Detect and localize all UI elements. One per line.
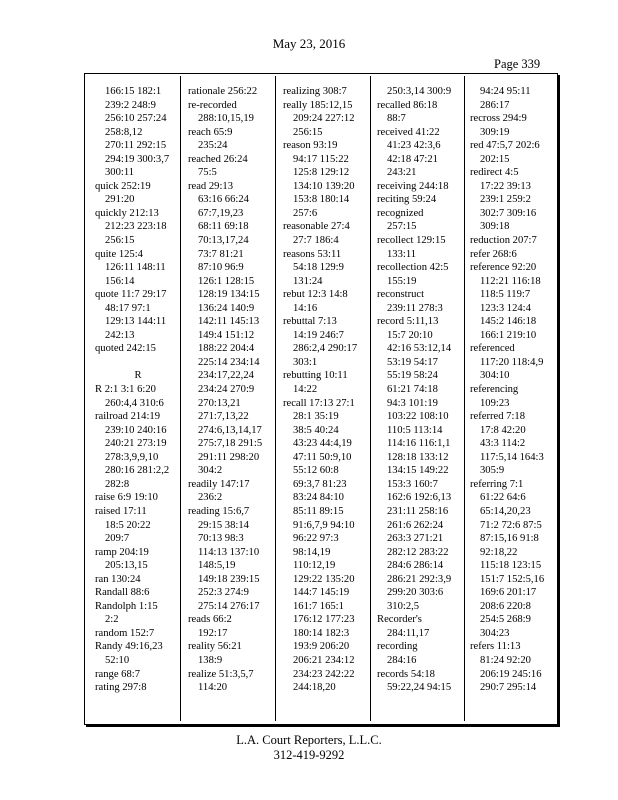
index-page-refs: 117:5,14 164:3	[480, 451, 544, 463]
index-entry: red 47:5,7 202:6	[470, 140, 540, 152]
index-entry: ramp 204:19	[95, 546, 149, 558]
index-entry: reason 93:19	[283, 140, 338, 152]
index-entry: random 152:7	[95, 627, 155, 639]
index-entry: reads 66:2	[188, 614, 232, 626]
index-page-refs: 14:22	[293, 384, 318, 396]
index-page-refs: 110:5 113:14	[387, 424, 443, 436]
index-entry: referring 7:1	[470, 478, 524, 490]
index-page-refs: 75:5	[198, 167, 217, 179]
index-entry: recross 294:9	[470, 113, 527, 125]
index-entry: rebutting 10:11	[283, 370, 348, 382]
index-entry: quote 11:7 29:17	[95, 289, 167, 301]
index-page-refs: 284:11,17	[387, 627, 430, 639]
index-page-refs: 153:8 180:14	[293, 194, 350, 206]
index-page-refs: 270:13,21	[198, 397, 241, 409]
index-page-refs: 63:16 66:24	[198, 194, 249, 206]
index-page-refs: 299:20 303:6	[387, 587, 444, 599]
index-page-refs: 263:3 271:21	[387, 533, 444, 545]
index-page-refs: 55:12 60:8	[293, 465, 339, 477]
index-page-refs: 125:8 129:12	[293, 167, 350, 179]
index-entry: quickly 212:13	[95, 207, 159, 219]
index-page-refs: 304:23	[480, 627, 510, 639]
index-entry: Recorder's	[377, 614, 422, 626]
index-page-refs: 98:14,19	[293, 546, 331, 558]
index-page-refs: 274:6,13,14,17	[198, 424, 262, 436]
index-page-refs: 240:21 273:19	[105, 438, 167, 450]
index-entry: recalled 86:18	[377, 99, 438, 111]
index-page-refs: 271:7,13,22	[198, 411, 249, 423]
index-page-refs: 236:2	[198, 492, 223, 504]
index-page-refs: 176:12 177:23	[293, 614, 355, 626]
index-page-refs: 65:14,20,23	[480, 505, 531, 517]
index-page-refs: 126:11 148:11	[105, 262, 166, 274]
index-entry: readily 147:17	[188, 478, 250, 490]
index-page-refs: 145:2 146:18	[480, 316, 537, 328]
index-entry: received 41:22	[377, 126, 440, 138]
index-entry: referred 7:18	[470, 411, 525, 423]
index-page-refs: 169:6 201:17	[480, 587, 537, 599]
index-entry: realize 51:3,5,7	[188, 668, 254, 680]
index-entry: reached 26:24	[188, 153, 248, 165]
index-column-5	[470, 85, 556, 717]
index-page-refs: 162:6 192:6,13	[387, 492, 452, 504]
index-entry: recollect 129:15	[377, 235, 446, 247]
index-page-refs: 231:11 258:16	[387, 505, 449, 517]
index-entry: recording	[377, 641, 418, 653]
index-page-refs: 161:7 165:1	[293, 600, 344, 612]
index-entry: raise 6:9 19:10	[95, 492, 158, 504]
index-page-refs: 280:16 281:2,2	[105, 465, 170, 477]
footer-phone: 312-419-9292	[273, 748, 345, 762]
index-entry: referencing	[470, 384, 519, 396]
index-page-refs: 71:2 72:6 87:5	[480, 519, 542, 531]
index-page-refs: 192:17	[198, 627, 228, 639]
index-entry: really 185:12,15	[283, 99, 353, 111]
index-column-2	[188, 85, 274, 717]
index-entry: reality 56:21	[188, 641, 242, 653]
index-page-refs: 29:15 38:14	[198, 519, 249, 531]
index-page-refs: 114:16 116:1,1	[387, 438, 451, 450]
index-page-refs: 134:10 139:20	[293, 180, 355, 192]
index-page-refs: 284:6 286:14	[387, 560, 444, 572]
index-entry: recollection 42:5	[377, 262, 449, 274]
index-page-refs: 112:21 116:18	[480, 275, 541, 287]
index-page-refs: 138:9	[198, 654, 223, 666]
index-page-refs: 85:11 89:15	[293, 505, 344, 517]
index-page-refs: 193:9 206:20	[293, 641, 350, 653]
index-page-refs: 53:19 54:17	[387, 356, 438, 368]
index-page-refs: 61:21 74:18	[387, 384, 438, 396]
index-page-refs: 91:6,7,9 94:10	[293, 519, 355, 531]
index-page-refs: 208:6 220:8	[480, 600, 531, 612]
index-page-refs: 250:3,14 300:9	[387, 86, 452, 97]
index-entry: rebuttal 7:13	[283, 316, 337, 328]
index-page-refs: 142:11 145:13	[198, 316, 260, 328]
index-page-refs: 123:3 124:4	[480, 302, 531, 314]
index-entry: reading 15:6,7	[188, 505, 250, 517]
index-page-refs: 284:16	[387, 654, 417, 666]
index-page-refs: 286:17	[480, 99, 510, 111]
index-page-refs: 2:2	[105, 614, 119, 626]
index-page-refs: 309:19	[480, 126, 510, 138]
index-page-refs: 166:1 219:10	[480, 329, 537, 341]
column-divider	[464, 76, 465, 721]
index-entry: reference 92:20	[470, 262, 537, 274]
index-page-refs: 303:1	[293, 356, 318, 368]
index-page-refs: 148:5,19	[198, 560, 236, 572]
index-page-refs: 239:1 259:2	[480, 194, 531, 206]
index-page-refs: 235:24	[198, 140, 228, 152]
index-page-refs: 131:24	[293, 275, 323, 287]
index-page-refs: 206:21 234:12	[293, 654, 355, 666]
index-page-refs: 69:3,7 81:23	[293, 478, 347, 490]
index-page-refs: 126:1 128:15	[198, 275, 255, 287]
index-entry: quite 125:4	[95, 248, 143, 260]
index-entry: refers 11:13	[470, 641, 521, 653]
index-page-refs: 256:15	[293, 126, 323, 138]
index-entry	[95, 356, 181, 370]
index-page-refs: 115:18 123:15	[480, 560, 542, 572]
index-page-refs: 103:22 108:10	[387, 411, 449, 423]
index-page-refs: 288:10,15,19	[198, 113, 254, 125]
index-page-refs: 258:8,12	[105, 126, 143, 138]
index-entry: quick 252:19	[95, 180, 151, 192]
index-page-refs: 305:9	[480, 465, 505, 477]
index-page-refs: 43:23 44:4,19	[293, 438, 352, 450]
index-entry: railroad 214:19	[95, 411, 161, 423]
index-page-refs: 239:10 240:16	[105, 424, 167, 436]
index-entry: referenced	[470, 343, 515, 355]
index-page-refs: 275:14 276:17	[198, 600, 260, 612]
index-page-refs: 257:15	[387, 221, 417, 233]
index-page-refs: 239:11 278:3	[387, 302, 443, 314]
header-date: May 23, 2016	[272, 36, 346, 51]
index-page-refs: 81:24 92:20	[480, 654, 531, 666]
index-entry: rationale 256:22	[188, 86, 258, 97]
index-entry: reasonable 27:4	[283, 221, 350, 233]
index-page-refs: 114:20	[198, 682, 228, 694]
index-page-refs: 153:3 160:7	[387, 478, 438, 490]
index-page-refs: 302:7 309:16	[480, 207, 537, 219]
index-page-refs: 42:16 53:12,14	[387, 343, 452, 355]
index-page-refs: 309:18	[480, 221, 510, 233]
index-page-refs: 114:13 137:10	[198, 546, 260, 558]
index-entry: re-recorded	[188, 99, 237, 111]
index-page-refs: 243:21	[387, 167, 417, 179]
index-page-refs: 27:7 186:4	[293, 235, 339, 247]
index-page-refs: 260:4,4 310:6	[105, 397, 164, 409]
index-entry: refer 268:6	[470, 248, 517, 260]
index-page-refs: 188:22 204:4	[198, 343, 255, 355]
index-page-refs: 118:5 119:7	[480, 289, 531, 301]
index-page-refs: 242:13	[105, 329, 135, 341]
index-page-refs: 144:7 145:19	[293, 587, 350, 599]
index-page-refs: 54:18 129:9	[293, 262, 344, 274]
index-page-refs: 205:13,15	[105, 560, 148, 572]
index-page-refs: 304:2	[198, 465, 223, 477]
index-page-refs: 256:10 257:24	[105, 113, 167, 125]
index-page-refs: 209:24 227:12	[293, 113, 355, 125]
index-page-refs: 156:14	[105, 275, 135, 287]
index-page-refs: 110:12,19	[293, 560, 336, 572]
index-entry: Randall 88:6	[95, 587, 150, 599]
index-page-refs: 300:11	[105, 167, 135, 179]
index-page-refs: 70:13,17,24	[198, 235, 249, 247]
section-letter: R	[134, 370, 142, 382]
index-page-refs: 42:18 47:21	[387, 153, 438, 165]
index-page-refs: 256:15	[105, 235, 135, 247]
index-entry: reciting 59:24	[377, 194, 437, 206]
index-page-refs: 133:11	[387, 248, 417, 260]
index-page-refs: 166:15 182:1	[105, 86, 162, 97]
index-entry: receiving 244:18	[377, 180, 449, 192]
index-page-refs: 134:15 149:22	[387, 465, 449, 477]
footer-company: L.A. Court Reporters, L.L.C.	[236, 733, 382, 747]
index-page-refs: 257:6	[293, 207, 318, 219]
index-entry: ran 130:24	[95, 573, 141, 585]
index-entry: Randy 49:16,23	[95, 641, 163, 653]
index-page-refs: 94:17 115:22	[293, 153, 349, 165]
index-page-refs: 15:7 20:10	[387, 329, 433, 341]
index-page-refs: 38:5 40:24	[293, 424, 339, 436]
index-page-refs: 151:7 152:5,16	[480, 573, 545, 585]
index-page-refs: 55:19 58:24	[387, 370, 438, 382]
index-page-refs: 234:23 242:22	[293, 668, 355, 680]
index-page-refs: 294:19 300:3,7	[105, 153, 170, 165]
index-page-refs: 261:6 262:24	[387, 519, 444, 531]
index-page-refs: 83:24 84:10	[293, 492, 344, 504]
index-page-refs: 286:21 292:3,9	[387, 573, 452, 585]
column-divider	[370, 76, 371, 721]
index-page-refs: 96:22 97:3	[293, 533, 339, 545]
index-page-refs: 155:19	[387, 275, 417, 287]
index-page-refs: 275:7,18 291:5	[198, 438, 263, 450]
index-page-refs: 149:18 239:15	[198, 573, 260, 585]
index-entry: recall 17:13 27:1	[283, 397, 355, 409]
index-page-refs: 41:23 42:3,6	[387, 140, 441, 152]
index-page-refs: 278:3,9,9,10	[105, 451, 159, 463]
index-page-refs: 128:18 133:12	[387, 451, 449, 463]
index-page-refs: 282:8	[105, 478, 130, 490]
column-divider	[275, 76, 276, 721]
index-page-refs: 244:18,20	[293, 682, 336, 694]
index-page-refs: 270:11 292:15	[105, 140, 167, 152]
index-page-refs: 61:22 64:6	[480, 492, 526, 504]
index-entry: records 54:18	[377, 668, 435, 680]
index-page-refs: 18:5 20:22	[105, 519, 151, 531]
index-entry: range 68:7	[95, 668, 141, 680]
index-page-refs: 206:19 245:16	[480, 668, 542, 680]
index-page-refs: 304:10	[480, 370, 510, 382]
page-number: Page 339	[494, 57, 541, 71]
index-page-refs: 94:24 95:11	[480, 86, 531, 97]
index-page-refs: 87:10 96:9	[198, 262, 244, 274]
index-entry: reasons 53:11	[283, 248, 342, 260]
index-page-refs: 129:13 144:11	[105, 316, 167, 328]
index-page-refs: 129:22 135:20	[293, 573, 355, 585]
index-page-refs: 282:12 283:22	[387, 546, 449, 558]
index-column-4	[377, 85, 463, 717]
index-column-1	[95, 85, 181, 717]
index-page-refs: 43:3 114:2	[480, 438, 526, 450]
index-page-refs: 70:13 98:3	[198, 533, 244, 545]
index-page-refs: 87:15,16 91:8	[480, 533, 539, 545]
index-page-refs: 310:2,5	[387, 600, 420, 612]
index-page-refs: 234:17,22,24	[198, 370, 254, 382]
index-page-refs: 291:11 298:20	[198, 451, 260, 463]
index-page-refs: 73:7 81:21	[198, 248, 244, 260]
index-page-refs: 252:3 274:9	[198, 587, 249, 599]
index-page-refs: 286:2,4 290:17	[293, 343, 358, 355]
index-page-refs: 212:23 223:18	[105, 221, 167, 233]
index-page-refs: 109:23	[480, 397, 510, 409]
index-page-refs: 291:20	[105, 194, 135, 206]
index-entry: Randolph 1:15	[95, 600, 158, 612]
index-page-refs: 225:14 234:14	[198, 356, 260, 368]
index-entry: rating 297:8	[95, 682, 147, 694]
index-page-refs: 202:15	[480, 153, 510, 165]
index-entry: record 5:11,13	[377, 316, 439, 328]
index-page-refs: 94:3 101:19	[387, 397, 438, 409]
index-page-refs: 14:16	[293, 302, 318, 314]
index-page-refs: 28:1 35:19	[293, 411, 339, 423]
index-entry: recognized	[377, 207, 424, 219]
index-entry: R 2:1 3:1 6:20	[95, 384, 156, 396]
index-page-refs: 128:19 134:15	[198, 289, 260, 301]
index-page-refs: 67:7,19,23	[198, 207, 244, 219]
index-page-refs: 239:2 248:9	[105, 99, 156, 111]
index-page-refs: 17:8 42:20	[480, 424, 526, 436]
index-page-refs: 88:7	[387, 113, 406, 125]
index-page-refs: 149:4 151:12	[198, 329, 255, 341]
index-page-refs: 136:24 140:9	[198, 302, 255, 314]
index-page-refs: 254:5 268:9	[480, 614, 531, 626]
index-entry: reduction 207:7	[470, 235, 537, 247]
index-entry: quoted 242:15	[95, 343, 156, 355]
index-entry: raised 17:11	[95, 505, 147, 517]
index-entry: rebut 12:3 14:8	[283, 289, 348, 301]
index-page-refs: 117:20 118:4,9	[480, 356, 544, 368]
index-page-refs: 234:24 270:9	[198, 384, 255, 396]
index-page-refs: 92:18,22	[480, 546, 518, 558]
index-page-refs: 59:22,24 94:15	[387, 682, 452, 694]
index-entry: reach 65:9	[188, 126, 233, 138]
index-entry: read 29:13	[188, 180, 234, 192]
index-page-refs: 52:10	[105, 654, 130, 666]
index-page-refs: 17:22 39:13	[480, 180, 531, 192]
index-entry: redirect 4:5	[470, 167, 519, 179]
index-page-refs: 209:7	[105, 533, 130, 545]
index-page-refs: 14:19 246:7	[293, 329, 344, 341]
index-page-refs: 48:17 97:1	[105, 302, 151, 314]
index-page-refs: 290:7 295:14	[480, 682, 537, 694]
index-entry: realizing 308:7	[283, 86, 347, 97]
index-page-refs: 47:11 50:9,10	[293, 451, 352, 463]
index-entry: reconstruct	[377, 289, 425, 301]
index-page-refs: 68:11 69:18	[198, 221, 249, 233]
index-column-3	[283, 85, 369, 717]
index-page-refs: 180:14 182:3	[293, 627, 350, 639]
